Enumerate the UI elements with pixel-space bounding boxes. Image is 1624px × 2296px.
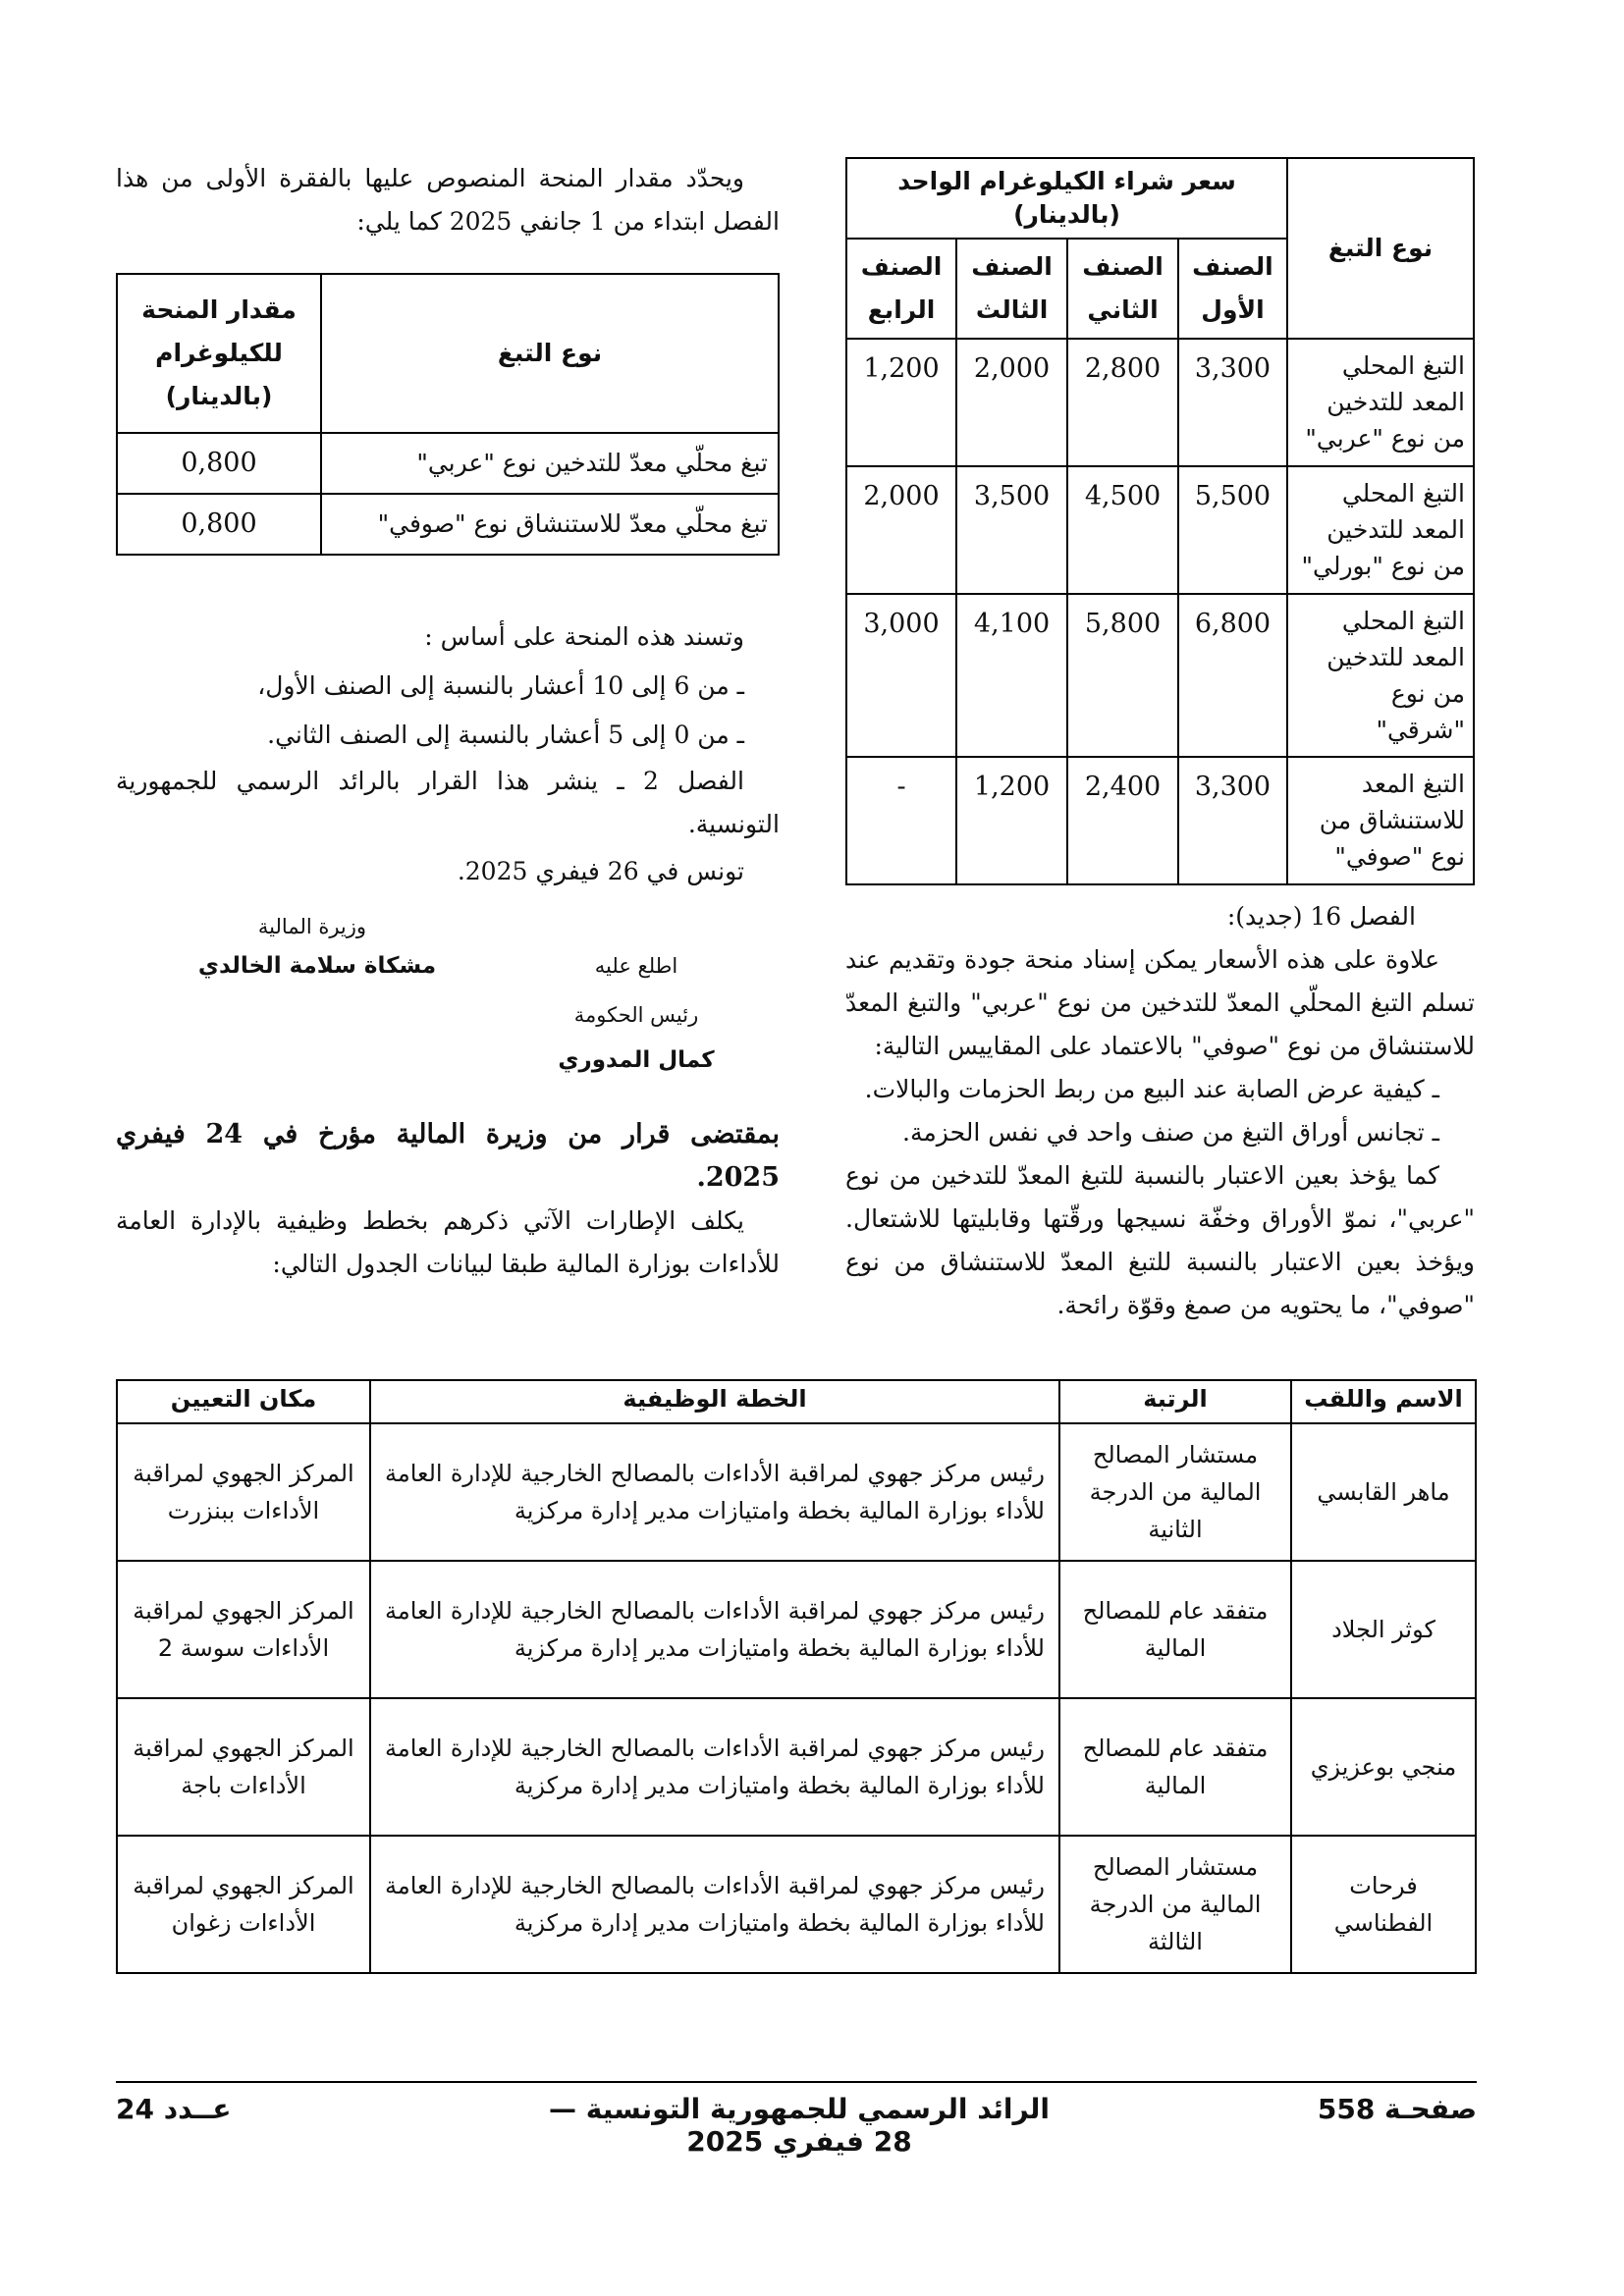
price-cell: 4,100 — [956, 594, 1067, 757]
criteria-bullet: ـ كيفية عرض الصابة عند البيع من ربط الحزمات والبالات. — [864, 1075, 1439, 1103]
tobacco-type-cell: التبغ المعد للاستنشاق من نوع "صوفي" — [1287, 757, 1474, 884]
grade-header: الصنف الأول — [1178, 239, 1287, 339]
price-cell: 2,000 — [956, 339, 1067, 466]
basis-intro: وتسند هذه المنحة على أساس : — [424, 622, 744, 651]
staff-place: المركز الجهوي لمراقبة الأداءات باجة — [117, 1698, 370, 1836]
staff-role: رئيس مركز جهوي لمراقبة الأداءات بالمصالح الخارجية للإدارة العامة للأداء بوزارة المالية بخطة وامتيازات مدير إدارة مركزية — [370, 1561, 1059, 1698]
price-cell: 6,800 — [1178, 594, 1287, 757]
staff-rank: مستشار المصالح المالية من الدرجة الثانية — [1059, 1423, 1291, 1561]
staff-assignments-table — [116, 1379, 1477, 1974]
price-cell: 3,500 — [956, 466, 1067, 594]
header-name: الاسم واللقب — [1291, 1380, 1476, 1423]
staff-rank: مستشار المصالح المالية من الدرجة الثالثة — [1059, 1836, 1291, 1973]
price-table-header-price: سعر شراء الكيلوغرام الواحد (بالدينار) — [846, 158, 1287, 239]
criteria-paragraph: كما يؤخذ بعين الاعتبار بالنسبة للتبغ المعدّ للتدخين من نوع "عربي"، نموّ الأوراق وخفّة نسيجها ورقّتها وقابليتها للاشتعال. ويؤخذ بعين الاعتبار بالنسبة للتبغ المعدّ للاستنشاق من نوع "صوفي"، ما يحتويه من صمغ وقوّة رائحة. — [845, 1161, 1475, 1319]
table-row — [846, 466, 1474, 594]
price-cell: 3,300 — [1178, 339, 1287, 466]
grant-table-header-amount: مقدار المنحة للكيلوغرام (بالدينار) — [117, 274, 321, 433]
price-cell: 2,400 — [1067, 757, 1178, 884]
basis-item: ـ من 6 إلى 10 أعشار بالنسبة إلى الصنف الأول، — [257, 671, 744, 700]
issue-number: عــدد 24 — [116, 2093, 232, 2125]
staff-name: فرحات الفطناسي — [1291, 1836, 1476, 1973]
table-row — [846, 757, 1474, 884]
tobacco-type-cell: التبغ المحلي المعد للتدخين من نوع "شرقي" — [1287, 594, 1474, 757]
table-row — [117, 1561, 1476, 1698]
minister-name: مشكاة سلامة الخالدي — [197, 953, 437, 979]
page-number: صفحـة 558 — [1317, 2093, 1477, 2125]
header-place: مكان التعيين — [117, 1380, 370, 1423]
left-column — [116, 157, 780, 1286]
grade-header: الصنف الثاني — [1067, 239, 1178, 339]
price-cell: 2,800 — [1067, 339, 1178, 466]
table-row — [846, 594, 1474, 757]
staff-name: منجي بوعزيزي — [1291, 1698, 1476, 1836]
right-column — [845, 157, 1475, 1327]
staff-role: رئيس مركز جهوي لمراقبة الأداءات بالمصالح الخارجية للإدارة العامة للأداء بوزارة المالية بخطة وامتيازات مدير إدارة مركزية — [370, 1698, 1059, 1836]
date-line: تونس في 26 فيفري 2025. — [457, 857, 744, 885]
table-row — [117, 433, 779, 494]
staff-rank: متفقد عام للمصالح المالية — [1059, 1698, 1291, 1836]
price-cell: 5,500 — [1178, 466, 1287, 594]
grant-table-header-type: نوع التبغ — [321, 274, 779, 433]
criteria-bullet: ـ تجانس أوراق التبغ من صنف واحد في نفس الحزمة. — [902, 1118, 1439, 1147]
price-cell: 3,300 — [1178, 757, 1287, 884]
seen-label: اطلع عليه — [594, 954, 678, 978]
pm-name: كمال المدوري — [558, 1047, 715, 1073]
staff-place: المركز الجهوي لمراقبة الأداءات ببنزرت — [117, 1423, 370, 1561]
price-cell: 1,200 — [846, 339, 956, 466]
pm-title: رئيس الحكومة — [573, 1003, 699, 1027]
staff-name: ماهر القابسي — [1291, 1423, 1476, 1561]
purchase-price-table — [845, 157, 1475, 885]
decision-text: يكلف الإطارات الآتي ذكرهم بخطط وظيفية بالإدارة العامة للأداءات بوزارة المالية طبقا لبيانات الجدول التالي: — [116, 1206, 780, 1278]
basis-item: ـ من 0 إلى 5 أعشار بالنسبة إلى الصنف الثاني. — [267, 721, 744, 749]
tobacco-type-cell: التبغ المحلي المعد للتدخين من نوع "بورلي" — [1287, 466, 1474, 594]
grant-amount-table — [116, 273, 780, 556]
staff-place: المركز الجهوي لمراقبة الأداءات زغوان — [117, 1836, 370, 1973]
grade-header: الصنف الثالث — [956, 239, 1067, 339]
table-row — [117, 1423, 1476, 1561]
grant-amount-cell: 0,800 — [117, 494, 321, 555]
grant-paragraph: علاوة على هذه الأسعار يمكن إسناد منحة جودة وتقديم عند تسلم التبغ المحلّي المعدّ للتدخين من نوع "عربي" والتبغ المعدّ للاستنشاق من نوع "صوفي" بالاعتماد على المقاييس التالية: — [845, 945, 1475, 1060]
table-row — [117, 494, 779, 555]
price-cell: 2,000 — [846, 466, 956, 594]
tobacco-type-cell: تبغ محلّي معدّ للتدخين نوع "عربي" — [321, 433, 779, 494]
footer-divider — [116, 2081, 1477, 2083]
signature-block — [116, 897, 780, 1084]
header-role: الخطة الوظيفية — [370, 1380, 1059, 1423]
staff-role: رئيس مركز جهوي لمراقبة الأداءات بالمصالح الخارجية للإدارة العامة للأداء بوزارة المالية بخطة وامتيازات مدير إدارة مركزية — [370, 1423, 1059, 1561]
header-rank: الرتبة — [1059, 1380, 1291, 1423]
staff-role: رئيس مركز جهوي لمراقبة الأداءات بالمصالح الخارجية للإدارة العامة للأداء بوزارة المالية بخطة وامتيازات مدير إدارة مركزية — [370, 1836, 1059, 1973]
price-cell: 5,800 — [1067, 594, 1178, 757]
decision-title: بمقتضى قرار من وزيرة المالية مؤرخ في 24 فيفري 2025. — [116, 1119, 780, 1193]
page-footer — [116, 2093, 1477, 2158]
tobacco-type-cell: التبغ المحلي المعد للتدخين من نوع "عربي" — [1287, 339, 1474, 466]
staff-name: كوثر الجلاد — [1291, 1561, 1476, 1698]
minister-title: وزيرة المالية — [257, 915, 367, 938]
price-cell: - — [846, 757, 956, 884]
journal-title: الرائد الرسمي للجمهورية التونسية — 28 فيفري 2025 — [548, 2093, 1051, 2158]
price-cell: 3,000 — [846, 594, 956, 757]
table-row — [117, 1836, 1476, 1973]
article-2: الفصل 2 ـ ينشر هذا القرار بالرائد الرسمي للجمهورية التونسية. — [116, 767, 780, 838]
price-table-header-type: نوع التبغ — [1287, 158, 1474, 339]
staff-rank: متفقد عام للمصالح المالية — [1059, 1561, 1291, 1698]
staff-place: المركز الجهوي لمراقبة الأداءات سوسة 2 — [117, 1561, 370, 1698]
table-row — [117, 1698, 1476, 1836]
grant-amount-cell: 0,800 — [117, 433, 321, 494]
price-cell: 1,200 — [956, 757, 1067, 884]
grant-intro: ويحدّد مقدار المنحة المنصوص عليها بالفقرة الأولى من هذا الفصل ابتداء من 1 جانفي 2025 كما يلي: — [116, 164, 780, 236]
article-16-heading: الفصل 16 (جديد): — [1226, 902, 1416, 931]
tobacco-type-cell: تبغ محلّي معدّ للاستنشاق نوع "صوفي" — [321, 494, 779, 555]
price-cell: 4,500 — [1067, 466, 1178, 594]
grade-header: الصنف الرابع — [846, 239, 956, 339]
table-row — [846, 339, 1474, 466]
